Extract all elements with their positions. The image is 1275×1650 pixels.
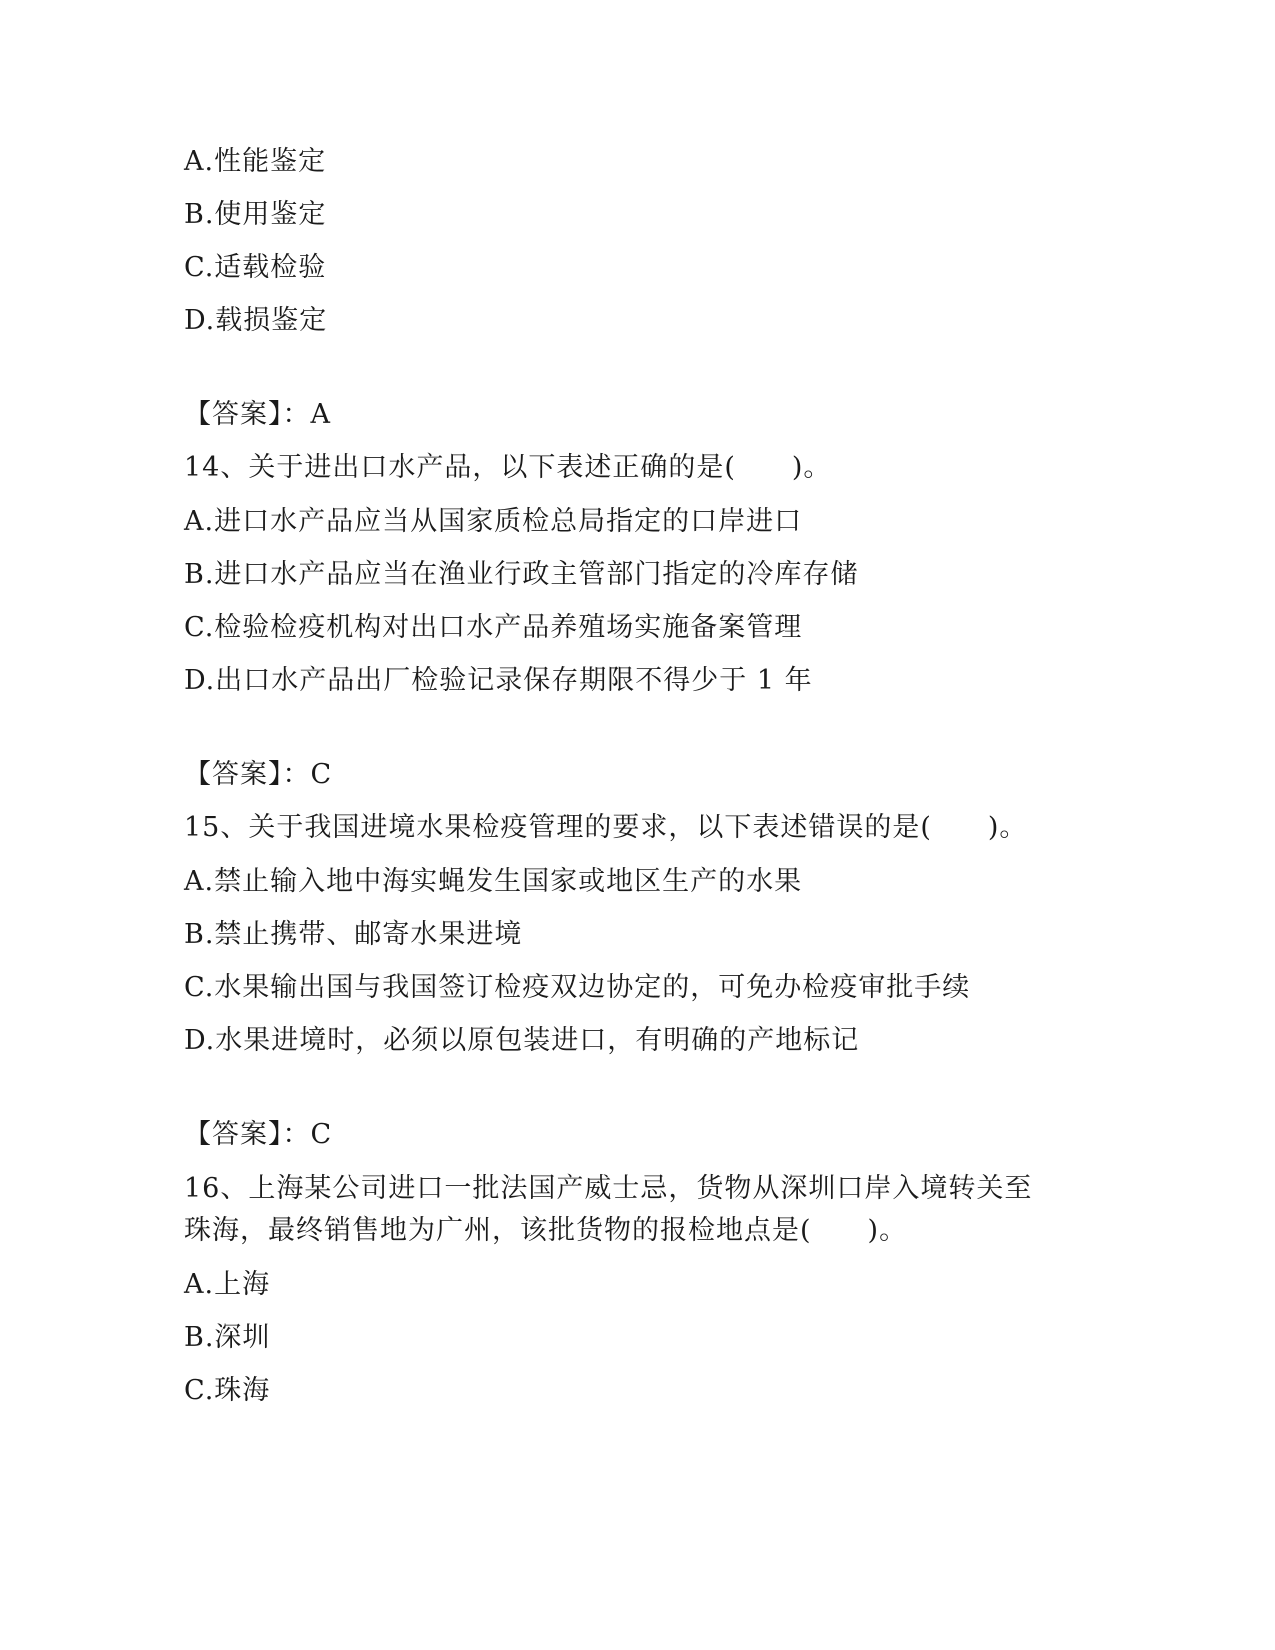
q16-stem-line2: 珠海，最终销售地为广州，该批货物的报检地点是( )。: [184, 1215, 908, 1246]
q15-option-d: D.水果进境时，必须以原包装进口，有明确的产地标记: [184, 1025, 860, 1056]
q16-option-a: A.上海: [184, 1269, 271, 1300]
q14-option-c: C.检验检疫机构对出口水产品养殖场实施备案管理: [184, 612, 803, 643]
q13-option-b: B.使用鉴定: [184, 199, 327, 230]
q13-option-d: D.载损鉴定: [184, 305, 328, 336]
q13-option-a: A.性能鉴定: [184, 146, 327, 177]
q13-answer: 【答案】：A: [184, 399, 331, 430]
q15-option-b: B.禁止携带、邮寄水果进境: [184, 919, 523, 950]
q15-option-a: A.禁止输入地中海实蝇发生国家或地区生产的水果: [184, 866, 803, 897]
q15-answer: 【答案】：C: [184, 1119, 333, 1150]
q13-option-c: C.适载检验: [184, 252, 327, 283]
q16-stem-line1: 16、上海某公司进口一批法国产威士忌，货物从深圳口岸入境转关至: [184, 1173, 1033, 1204]
q14-stem: 14、关于进出口水产品，以下表述正确的是( )。: [184, 452, 832, 483]
q14-option-a: A.进口水产品应当从国家质检总局指定的口岸进口: [184, 506, 803, 537]
q14-answer: 【答案】：C: [184, 759, 333, 790]
q16-option-b: B.深圳: [184, 1322, 271, 1353]
q14-option-b: B.进口水产品应当在渔业行政主管部门指定的冷库存储: [184, 559, 859, 590]
q16-option-c: C.珠海: [184, 1375, 271, 1406]
q14-option-d: D.出口水产品出厂检验记录保存期限不得少于 1 年: [184, 665, 813, 696]
q15-stem: 15、关于我国进境水果检疫管理的要求，以下表述错误的是( )。: [184, 812, 1028, 843]
q15-option-c: C.水果输出国与我国签订检疫双边协定的，可免办检疫审批手续: [184, 972, 971, 1003]
